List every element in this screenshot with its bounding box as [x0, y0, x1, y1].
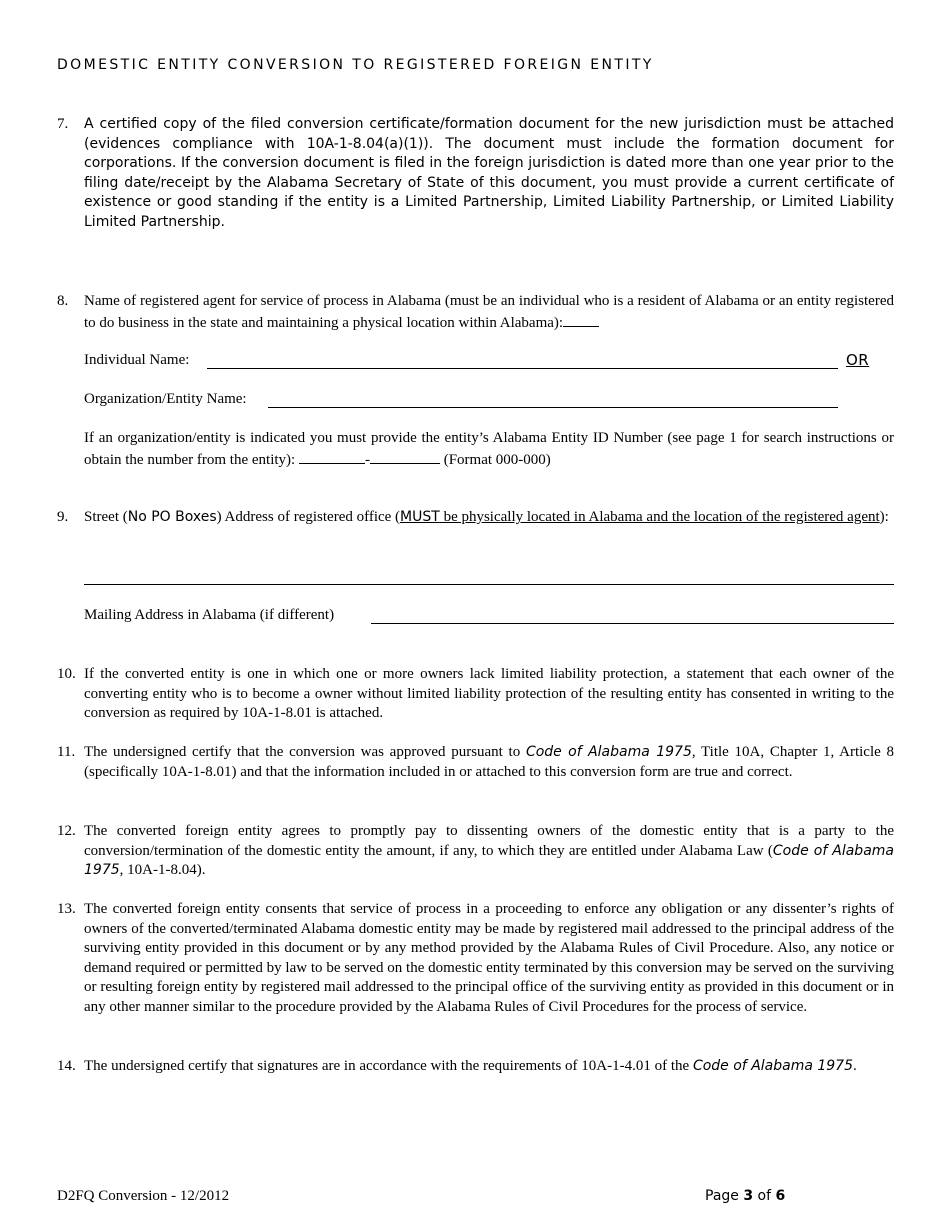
item-11 — [57, 743, 894, 782]
item-7 — [57, 115, 894, 233]
item-9 — [57, 508, 894, 528]
item-14-text: The undersigned certify that signatures are in accordance with the requirements of 10A-1-4.01 of the Code of Alabama 1975. — [84, 1058, 857, 1074]
agent-blank-line — [563, 312, 599, 327]
item-number: 7. — [57, 116, 69, 132]
individual-name-row — [84, 351, 189, 371]
entity-id-part2-field[interactable] — [370, 449, 440, 464]
entity-id-instructions: If an organization/entity is indicated you must provide the entity’s Alabama Entity ID Number (see page 1 for search instructions or obtain the number from the entity): — [84, 430, 894, 468]
mailing-address-row — [84, 606, 334, 626]
entity-id-dash: - — [364, 451, 370, 468]
item-10-text: If the converted entity is one in which one or more owners lack limited liability protection, a statement that each owner of the converting entity who is to become a owner without limited liability protection of the resulting entity has consented in writing to the conversion as required by 10A-1-8.01 is attached. — [84, 666, 894, 722]
code-of-alabama: Code of Alabama 1975 — [692, 1058, 853, 1074]
item-11-text: The undersigned certify that the conversion was approved pursuant to Code of Alabama 1975, Title 10A, Chapter 1, Article 8 (specifically 10A-1-8.01) and that the information included in or attached to this conversion form are true and correct. — [84, 744, 895, 780]
mailing-address-field[interactable] — [371, 623, 894, 624]
individual-name-label: Individual Name: — [84, 352, 190, 368]
page-number: Page 3 of 6 — [705, 1188, 786, 1204]
item-14 — [57, 1057, 894, 1077]
item-number: 12. — [57, 823, 76, 839]
entity-id-format: (Format 000-000) — [443, 451, 551, 468]
individual-name-field[interactable] — [207, 368, 838, 369]
code-of-alabama: Code of Alabama 1975 — [525, 744, 692, 760]
street-address-field[interactable] — [84, 584, 894, 585]
item-number: 11. — [57, 744, 76, 760]
item-number: 9. — [57, 509, 69, 525]
org-name-field[interactable] — [268, 407, 838, 408]
item-number: 13. — [57, 901, 76, 917]
no-po-boxes: No PO Boxes — [127, 509, 217, 525]
item-13 — [57, 900, 894, 1018]
item-12-text: The converted foreign entity agrees to promptly pay to dissenting owners of the domestic entity that is a party to the conversion/termination of the domestic entity the amount, if any, to which they are entitled under Alabama Law (Code of Alabama 1975, 10A-1-8.04). — [84, 823, 894, 879]
item-13-text: The converted foreign entity consents that service of process in a proceeding to enforce any obligation or any dissenter’s rights of owners of the converted/terminated Alabama domestic entity may be made by registered mail addressed to the principal address of the surviving entity provided in this document or by any method provided by the Alabama Rules of Civil Procedure. Also, any notice or demand required or permitted by law to be served on the domestic entity terminated by this conversion may be served on the surviving or resulting foreign entity by registered mail addressed to the principal office of the surviving entity as provided in this document or in any other manner similar to the procedure provided by the Alabama Rules of Civil Procedures for the process of service. — [84, 901, 894, 1015]
item-number: 14. — [57, 1058, 76, 1074]
registered-agent-instructions: Name of registered agent for service of process in Alabama (must be an individual who is a resident of Alabama or an entity registered to do business in the state and maintaining a physical location within Alabama): — [84, 293, 894, 331]
item-12 — [57, 822, 894, 881]
item-8 — [57, 292, 894, 333]
org-name-row — [84, 390, 247, 410]
form-id: D2FQ Conversion - 12/2012 — [57, 1188, 230, 1204]
item-7-text: A certified copy of the filed conversion certificate/formation document for the new jurisdiction must be attached (evidences compliance with 10A-1-8.04(a)(1)). The document must include the formation document for corporations. If the conversion document is filed in the foreign jurisdiction is dated more than one year prior to the filing date/receipt by the Alabama Secretary of State of this document, you must provide a current certificate of existence or good standing if the entity is a Limited Partnership, Limited Liability Partnership, or Limited Liability Limited Partnership. — [84, 116, 894, 230]
item-8-text — [84, 292, 894, 333]
code-of-alabama: Code of Alabama 1975 — [84, 842, 894, 879]
mailing-address-label: Mailing Address in Alabama (if different) — [84, 607, 335, 623]
page-title: DOMESTIC ENTITY CONVERSION TO REGISTERED FOREIGN ENTITY — [57, 57, 654, 73]
item-number: 8. — [57, 293, 69, 309]
item-9-text: Street (No PO Boxes) Address of registered office (MUST be physically located in Alabama and the location of the registered agent): — [84, 509, 889, 525]
or-label: OR — [846, 351, 870, 369]
entity-id-part1-field[interactable] — [299, 449, 365, 464]
org-name-label: Organization/Entity Name: — [84, 391, 247, 407]
item-10 — [57, 665, 894, 724]
item-number: 10. — [57, 666, 76, 682]
must-label: MUST — [400, 509, 440, 525]
entity-id-block — [84, 429, 894, 470]
